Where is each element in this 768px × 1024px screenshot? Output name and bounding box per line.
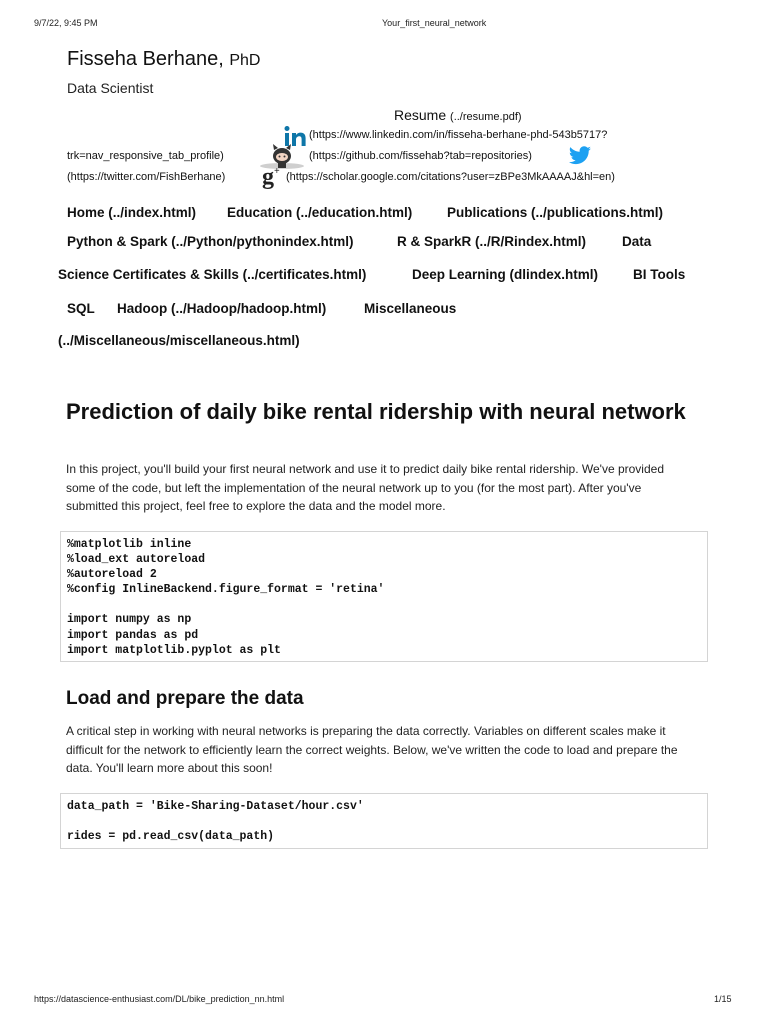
code-cell-load-data[interactable]	[60, 793, 708, 849]
code-line: import pandas as pd	[67, 628, 199, 642]
author-name-block	[67, 48, 260, 71]
code-line: %autoreload 2	[67, 568, 157, 582]
nav-sql[interactable]: SQL	[67, 301, 95, 316]
nav-home[interactable]: Home (../index.html)	[67, 205, 197, 220]
svg-text:g: g	[262, 164, 274, 190]
twitter-bird-icon[interactable]	[568, 146, 592, 166]
nav-science-certificates[interactable]: Science Certificates & Skills (../certificates.html)	[58, 267, 367, 282]
section-heading: Load and prepare the data	[66, 688, 304, 709]
google-scholar-icon[interactable]	[260, 164, 282, 192]
code-line: rides = pd.read_csv(data_path)	[67, 830, 275, 844]
nav-bi-tools[interactable]: BI Tools	[633, 267, 686, 282]
code-line: data_path = 'Bike-Sharing-Dataset/hour.csv'	[67, 800, 364, 813]
linkedin-url-cont[interactable]: trk=nav_responsive_tab_profile)	[67, 150, 224, 162]
nav-publications[interactable]: Publications (../publications.html)	[447, 205, 664, 220]
code-blank-line	[67, 597, 701, 612]
print-datetime: 9/7/22, 9:45 PM	[34, 18, 98, 28]
scholar-url[interactable]: (https://scholar.google.com/citations?user=zBPe3MkAAAAJ&hl=en)	[286, 171, 615, 183]
code-cell-imports[interactable]	[60, 531, 708, 662]
code-line: %load_ext autoreload	[67, 553, 206, 567]
article-title: Prediction of daily bike rental ridership with neural network	[66, 399, 686, 424]
code-line: %config InlineBackend.figure_format = 'retina'	[67, 583, 385, 597]
nav-miscellaneous-link[interactable]: (../Miscellaneous/miscellaneous.html)	[58, 333, 300, 348]
author-title: Data Scientist	[67, 80, 154, 96]
section-paragraph: A critical step in working with neural networks is preparing the data correctly. Variables on different scales make it difficult for the network to efficiently learn the correct weights. Below, we've written the code to load and prepare the data. You'll learn more about this soon!	[66, 724, 678, 775]
nav-education[interactable]: Education (../education.html)	[227, 205, 413, 220]
nav-python-spark[interactable]: Python & Spark (../Python/pythonindex.html)	[67, 234, 354, 249]
github-url[interactable]: (https://github.com/fissehab?tab=repositories)	[309, 150, 532, 162]
linkedin-url[interactable]: (https://www.linkedin.com/in/fisseha-berhane-phd-543b5717?	[309, 129, 608, 141]
print-page-number: 1/15	[714, 994, 732, 1004]
twitter-url[interactable]: (https://twitter.com/FishBerhane)	[67, 171, 226, 183]
nav-hadoop[interactable]: Hadoop (../Hadoop/hadoop.html)	[117, 301, 327, 316]
author-name: Fisseha Berhane,	[67, 48, 224, 70]
nav-r-sparkr[interactable]: R & SparkR (../R/Rindex.html)	[397, 234, 587, 249]
print-doc-title: Your_first_neural_network	[382, 18, 487, 28]
nav-deep-learning[interactable]: Deep Learning (dlindex.html)	[412, 267, 599, 282]
code-line: %matplotlib inline	[67, 538, 192, 551]
code-blank-line	[67, 814, 701, 829]
resume-label: Resume	[394, 107, 447, 123]
resume-link[interactable]	[394, 107, 522, 123]
author-degree: PhD	[229, 52, 261, 69]
svg-text:+: +	[274, 166, 280, 177]
intro-paragraph: In this project, you'll build your first neural network and use it to predict daily bike rental ridership. We've provided some of the code, but left the implementation of the neural network up to you (for the most part). After you've submitted this project, feel free to explore the data and the model more.	[66, 462, 664, 513]
resume-url: (../resume.pdf)	[450, 111, 522, 123]
nav-data[interactable]: Data	[622, 234, 652, 249]
print-footer-url: https://datascience-enthusiast.com/DL/bike_prediction_nn.html	[34, 994, 285, 1004]
code-line: import matplotlib.pyplot as plt	[67, 643, 281, 657]
code-line: import numpy as np	[67, 613, 192, 627]
nav-miscellaneous[interactable]: Miscellaneous	[364, 301, 457, 316]
